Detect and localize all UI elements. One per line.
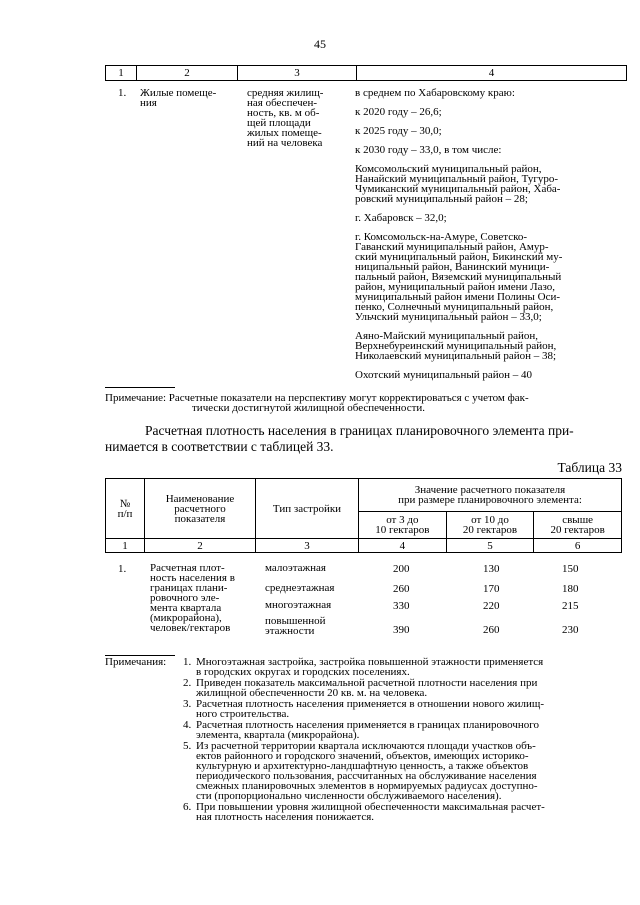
note-item — [183, 699, 623, 719]
table2-name-line: мента квартала — [150, 602, 222, 614]
table2-value-cell: 200 — [393, 563, 410, 575]
note-item-number: 4. — [183, 719, 192, 731]
header-size-large — [534, 512, 622, 539]
table1-value-block — [355, 164, 623, 204]
note-item-number: 1. — [183, 656, 192, 668]
table1-value-line: в среднем по Хабаровскому краю: — [355, 87, 515, 99]
table2-type-line: малоэтажная — [265, 562, 326, 574]
table1-indicator-line: ний на человека — [247, 137, 323, 149]
header-size-line: 20 гектаров — [462, 524, 518, 536]
header-name — [145, 479, 256, 539]
header-name-line: показателя — [174, 512, 226, 525]
note-item-line: Расчетная плотность населения применяется в отношении нового жилищ- — [196, 698, 545, 710]
table1-value-line: пенко, Солнечный муниципальный район, — [355, 301, 554, 313]
table2-value-cell: 180 — [562, 583, 579, 595]
table1-value-line: ский муниципальный район, Бикинский му- — [355, 251, 563, 263]
table1-header-cell: 1 — [106, 66, 137, 81]
note-item-line: Многоэтажная застройка, застройка повышенной этажности применяется — [196, 656, 544, 668]
index-cell: 5 — [446, 539, 534, 553]
index-cell: 3 — [256, 539, 359, 553]
table2-row-number: 1. — [118, 563, 127, 575]
header-size-line: свыше — [562, 514, 594, 526]
table1-value-line: пальный район, Вяземский муниципальный — [355, 271, 562, 283]
note-item-line: жилищной обеспеченности 20 кв. м. на человека. — [196, 687, 428, 699]
table-caption: Таблица 33 — [557, 460, 622, 475]
header-value — [359, 479, 622, 512]
index-cell: 6 — [534, 539, 622, 553]
table1-value-line: Чумиканский муниципальный район, Хаба- — [355, 183, 561, 195]
header-size-line: от 10 до — [471, 514, 509, 526]
table2-value-cell: 260 — [393, 583, 410, 595]
table1-row-indicator — [247, 88, 345, 148]
table1-value-line: ровский муниципальный район – 28; — [355, 193, 528, 205]
table2-name-line: человек/гектаров — [150, 622, 231, 634]
table2-name-line: ность населения в — [150, 572, 235, 584]
notes-list — [183, 657, 623, 823]
table1-row-number: 1. — [118, 87, 127, 99]
table2-type-cell — [265, 616, 325, 636]
table-density — [105, 478, 622, 553]
table2-name-line: Расчетная плот- — [150, 562, 225, 574]
note-item-number: 6. — [183, 801, 192, 813]
note-item-line: периодического пользования, рассчитанных на обслуживание населения — [196, 770, 537, 782]
table2-type-line: повышенной — [265, 615, 326, 627]
table1-value-line: к 2025 году – 30,0; — [355, 125, 442, 137]
header-size-line: 20 гектаров — [550, 524, 605, 536]
table2-value-cell: 230 — [562, 624, 579, 636]
table1-value-line: Аяно-Майский муниципальный район, — [355, 330, 539, 342]
note-item-line: Приведен показатель максимальной расчетной плотности населения при — [196, 677, 538, 689]
table2-row-name — [150, 563, 255, 633]
note-item — [183, 678, 623, 698]
table2-type-cell — [265, 583, 334, 593]
note-text-line: Расчетные показатели на перспективу могут корректироваться с учетом фак- — [168, 392, 529, 404]
table2-name-line: (микрорайона), — [150, 612, 222, 624]
table1-value-block — [355, 370, 623, 380]
table1-indicator-line: средняя жилищ- — [247, 87, 324, 99]
note-item-line: сти (пропорционально численности обслуживаемого населения). — [196, 790, 502, 802]
notes-label: Примечания: — [105, 656, 167, 668]
table1-value-block — [355, 331, 623, 361]
table1-value-line: к 2030 году – 33,0, в том числе: — [355, 144, 502, 156]
table1-value-line: Ульчский муниципальный район – 33,0; — [355, 311, 542, 323]
index-cell: 4 — [359, 539, 447, 553]
table1-value-block — [355, 145, 623, 155]
note-item-line: в городских округах и городских поселениях. — [196, 666, 410, 678]
table2-value-cell: 150 — [562, 563, 579, 575]
table1-value-block — [355, 126, 623, 136]
table1-value-line: ниципальный район, Ванинский муници- — [355, 261, 550, 273]
note-item — [183, 802, 623, 822]
index-cell: 2 — [145, 539, 256, 553]
table1-name-line: ния — [140, 97, 157, 109]
table2-value-cell: 390 — [393, 624, 410, 636]
note-divider — [105, 387, 175, 388]
note-item-number: 2. — [183, 677, 192, 689]
table2-value-cell: 330 — [393, 600, 410, 612]
table1-value-line: Комсомольский муниципальный район, — [355, 163, 542, 175]
table1-header-cell: 3 — [238, 66, 357, 81]
note-item — [183, 741, 623, 801]
note-text-line: тически достигнутой жилищной обеспеченности. — [192, 402, 426, 414]
header-size-medium — [446, 512, 534, 539]
table2-type-cell — [265, 563, 326, 573]
table2-type-line: этажности — [265, 625, 315, 637]
table1-value-line: район, муниципальный район имени Лазо, — [355, 281, 555, 293]
table1-name-line: Жилые помеще- — [140, 87, 217, 99]
note-item-number: 3. — [183, 698, 192, 710]
note-item-line: При повышении уровня жилищной обеспеченности максимальная расчет- — [196, 801, 545, 813]
header-num-line: № — [119, 497, 131, 510]
table1-value-line: Гаванский муниципальный район, Амур- — [355, 241, 549, 253]
note-1 — [105, 393, 625, 413]
table1-header-cell: 2 — [137, 66, 238, 81]
table1-value-line: к 2020 году – 26,6; — [355, 106, 442, 118]
paragraph-line: Расчетная плотность населения в границах планировочного элемента при- — [145, 423, 574, 438]
paragraph-line: нимается в соответствии с таблицей 33. — [105, 439, 334, 454]
table1-value-line: г. Хабаровск – 32,0; — [355, 212, 447, 224]
header-name-line: расчетного — [174, 502, 226, 515]
table2-value-cell: 260 — [483, 624, 500, 636]
header-type: Тип застройки — [256, 479, 359, 539]
table1-value-block — [355, 213, 623, 223]
header-size-line: 10 гектаров — [375, 524, 430, 536]
table1-value-line: Верхнебуреинский муниципальный район, — [355, 340, 557, 352]
note-item — [183, 657, 623, 677]
table2-type-line: многоэтажная — [265, 599, 332, 611]
note-item-line: ектов районного и городского значений, объектов, имеющих историко- — [196, 750, 529, 762]
index-cell: 1 — [106, 539, 145, 553]
table2-type-line: среднеэтажная — [265, 582, 335, 594]
note-item-line: ного строительства. — [196, 708, 290, 720]
header-size-small — [359, 512, 447, 539]
table2-value-cell: 215 — [562, 600, 579, 612]
table1-row-name — [140, 88, 232, 108]
table2-name-line: границах плани- — [150, 582, 228, 594]
table1-indicator-line: жилых помеще- — [247, 127, 322, 139]
page-number: 45 — [314, 37, 326, 51]
table1-value-block — [355, 107, 623, 117]
table1-header-cell: 4 — [357, 66, 627, 81]
note-item-number: 5. — [183, 740, 192, 752]
note-item — [183, 720, 623, 740]
table1-value-line: муниципальный район имени Полины Оси- — [355, 291, 561, 303]
table1-indicator-line: ность, кв. м об- — [247, 107, 320, 119]
table1-row-values — [355, 88, 623, 389]
table2-type-cell — [265, 600, 331, 610]
note-label: Примечание: — [105, 392, 167, 404]
table2-name-line: ровочного эле- — [150, 592, 220, 604]
table1-value-line: Охотский муниципальный район – 40 — [355, 369, 533, 381]
table1-value-line: Нанайский муниципальный район, Тугуро- — [355, 173, 559, 185]
table-housing-header — [105, 65, 627, 81]
note-item-line: элемента, квартала (микрорайона). — [196, 729, 360, 741]
note-item-line: Расчетная плотность населения применяется в границах планировочного — [196, 719, 539, 731]
table2-value-cell: 220 — [483, 600, 500, 612]
note-item-line: смежных планировочных элементов в нормируемых радиусах доступно- — [196, 780, 538, 792]
note-item-line: культурную и архитектурно-ландшафтную ценность, а также объектов — [196, 760, 529, 772]
table1-value-block — [355, 88, 623, 98]
table1-indicator-line: ная обеспечен- — [247, 97, 318, 109]
note-item-line: Из расчетной территории квартала исключаются площади участков объ- — [196, 740, 536, 752]
note-item-line: ная плотность населения понижается. — [196, 811, 375, 823]
header-num — [106, 479, 145, 539]
header-name-line: Наименование — [165, 492, 235, 505]
header-value-line: Значение расчетного показателя — [414, 484, 566, 496]
header-num-line: п/п — [117, 507, 133, 520]
header-value-line: при размере планировочного элемента: — [398, 494, 582, 506]
table1-value-line: Николаевский муниципальный район – 38; — [355, 350, 557, 362]
table1-indicator-line: щей площади — [247, 117, 311, 129]
header-size-line: от 3 до — [386, 514, 419, 526]
body-paragraph — [105, 423, 625, 455]
table2-value-cell: 170 — [483, 583, 500, 595]
table2-value-cell: 130 — [483, 563, 500, 575]
table1-value-block — [355, 232, 623, 322]
table1-value-line: г. Комсомольск-на-Амуре, Советско- — [355, 231, 528, 243]
